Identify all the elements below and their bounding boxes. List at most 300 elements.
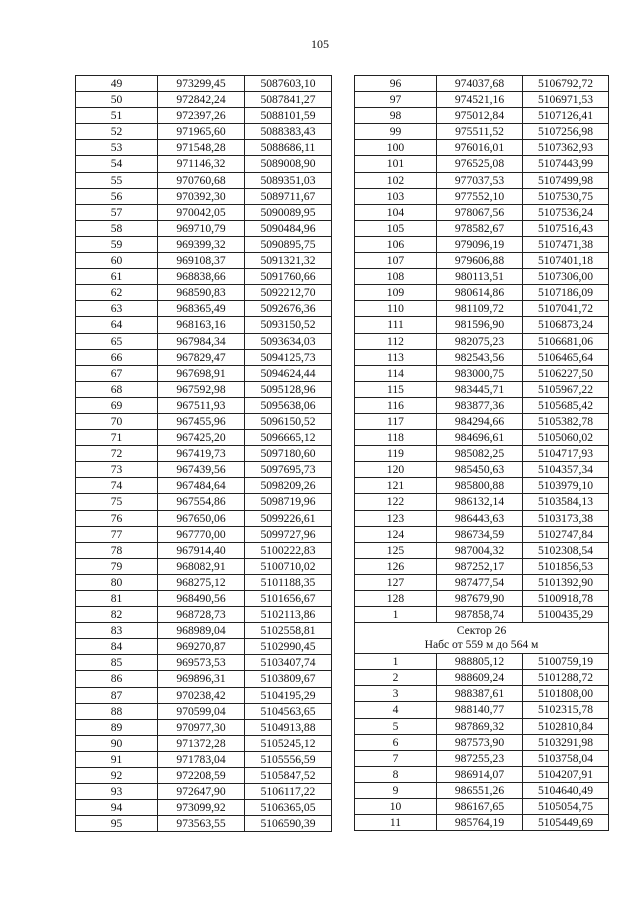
point-number-cell: 121 — [355, 478, 437, 494]
y-coordinate-cell: 5107186,09 — [523, 285, 609, 301]
x-coordinate-cell: 968989,04 — [158, 623, 245, 639]
table-row — [76, 542, 332, 558]
x-coordinate-cell: 969108,37 — [158, 253, 245, 269]
point-number-cell: 102 — [355, 172, 437, 188]
x-coordinate-cell: 967698,91 — [158, 365, 245, 381]
y-coordinate-cell: 5088101,59 — [245, 108, 332, 124]
y-coordinate-cell: 5100710,02 — [245, 558, 332, 574]
table-row — [76, 703, 332, 719]
point-number-cell: 88 — [76, 703, 158, 719]
y-coordinate-cell: 5091321,32 — [245, 253, 332, 269]
table-row — [76, 108, 332, 124]
point-number-cell: 72 — [76, 446, 158, 462]
x-coordinate-cell: 973299,45 — [158, 76, 245, 92]
y-coordinate-cell: 5107041,72 — [523, 301, 609, 317]
point-number-cell: 79 — [76, 558, 158, 574]
y-coordinate-cell: 5101392,90 — [523, 574, 609, 590]
x-coordinate-cell: 970238,42 — [158, 687, 245, 703]
table-row — [76, 510, 332, 526]
table-row — [76, 317, 332, 333]
point-number-cell: 73 — [76, 462, 158, 478]
table-row — [355, 92, 609, 108]
table-row — [76, 591, 332, 607]
table-row — [76, 574, 332, 590]
y-coordinate-cell: 5107499,98 — [523, 172, 609, 188]
x-coordinate-cell: 973099,92 — [158, 800, 245, 816]
table-row — [355, 156, 609, 172]
y-coordinate-cell: 5103291,98 — [523, 734, 609, 750]
point-number-cell: 5 — [355, 718, 437, 734]
x-coordinate-cell: 986167,65 — [437, 799, 523, 815]
y-coordinate-cell: 5107536,24 — [523, 204, 609, 220]
y-coordinate-cell: 5103809,67 — [245, 671, 332, 687]
point-number-cell: 93 — [76, 784, 158, 800]
y-coordinate-cell: 5089711,67 — [245, 188, 332, 204]
x-coordinate-cell: 971372,28 — [158, 735, 245, 751]
table-row — [76, 558, 332, 574]
x-coordinate-cell: 987869,32 — [437, 718, 523, 734]
x-coordinate-cell: 985450,63 — [437, 462, 523, 478]
x-coordinate-cell: 983000,75 — [437, 365, 523, 381]
x-coordinate-cell: 967425,20 — [158, 430, 245, 446]
x-coordinate-cell: 968082,91 — [158, 558, 245, 574]
y-coordinate-cell: 5095128,96 — [245, 381, 332, 397]
x-coordinate-cell: 972208,59 — [158, 768, 245, 784]
point-number-cell: 70 — [76, 413, 158, 429]
table-row — [76, 285, 332, 301]
y-coordinate-cell: 5107126,41 — [523, 108, 609, 124]
sector-header-row — [355, 623, 609, 654]
table-row — [76, 92, 332, 108]
y-coordinate-cell: 5092212,70 — [245, 285, 332, 301]
page-number: 105 — [311, 37, 329, 51]
table-row — [355, 397, 609, 413]
point-number-cell: 57 — [76, 204, 158, 220]
point-number-cell: 114 — [355, 365, 437, 381]
table-row — [76, 333, 332, 349]
x-coordinate-cell: 969710,79 — [158, 220, 245, 236]
table-row — [355, 140, 609, 156]
table-row — [355, 815, 609, 831]
x-coordinate-cell: 988609,24 — [437, 670, 523, 686]
point-number-cell: 100 — [355, 140, 437, 156]
y-coordinate-cell: 5102315,78 — [523, 702, 609, 718]
y-coordinate-cell: 5088686,11 — [245, 140, 332, 156]
point-number-cell: 54 — [76, 156, 158, 172]
x-coordinate-cell: 967511,93 — [158, 397, 245, 413]
point-number-cell: 65 — [76, 333, 158, 349]
x-coordinate-cell: 987255,23 — [437, 750, 523, 766]
point-number-cell: 67 — [76, 365, 158, 381]
x-coordinate-cell: 971146,32 — [158, 156, 245, 172]
x-coordinate-cell: 982543,56 — [437, 349, 523, 365]
x-coordinate-cell: 967455,96 — [158, 413, 245, 429]
x-coordinate-cell: 968163,16 — [158, 317, 245, 333]
table-row — [76, 687, 332, 703]
point-number-cell: 4 — [355, 702, 437, 718]
point-number-cell: 95 — [76, 816, 158, 832]
table-row — [355, 381, 609, 397]
table-row — [76, 800, 332, 816]
table-row — [76, 301, 332, 317]
y-coordinate-cell: 5105847,52 — [245, 768, 332, 784]
y-coordinate-cell: 5103407,74 — [245, 655, 332, 671]
table-row — [355, 799, 609, 815]
x-coordinate-cell: 969896,31 — [158, 671, 245, 687]
table-row — [355, 269, 609, 285]
table-row — [355, 204, 609, 220]
y-coordinate-cell: 5104563,65 — [245, 703, 332, 719]
table-row — [355, 702, 609, 718]
y-coordinate-cell: 5097180,60 — [245, 446, 332, 462]
table-row — [76, 430, 332, 446]
y-coordinate-cell: 5101288,72 — [523, 670, 609, 686]
point-number-cell: 105 — [355, 220, 437, 236]
y-coordinate-cell: 5101856,53 — [523, 558, 609, 574]
point-number-cell: 112 — [355, 333, 437, 349]
table-row — [355, 542, 609, 558]
y-coordinate-cell: 5088383,43 — [245, 124, 332, 140]
x-coordinate-cell: 968490,56 — [158, 591, 245, 607]
y-coordinate-cell: 5096150,52 — [245, 413, 332, 429]
point-number-cell: 104 — [355, 204, 437, 220]
table-row — [355, 188, 609, 204]
x-coordinate-cell: 969573,53 — [158, 655, 245, 671]
point-number-cell: 8 — [355, 766, 437, 782]
x-coordinate-cell: 974037,68 — [437, 76, 523, 92]
x-coordinate-cell: 981596,90 — [437, 317, 523, 333]
y-coordinate-cell: 5106227,50 — [523, 365, 609, 381]
table-row — [76, 768, 332, 784]
y-coordinate-cell: 5089351,03 — [245, 172, 332, 188]
table-row — [76, 784, 332, 800]
x-coordinate-cell: 978582,67 — [437, 220, 523, 236]
y-coordinate-cell: 5105685,42 — [523, 397, 609, 413]
table-row — [355, 413, 609, 429]
x-coordinate-cell: 980113,51 — [437, 269, 523, 285]
table-row — [355, 526, 609, 542]
point-number-cell: 120 — [355, 462, 437, 478]
point-number-cell: 55 — [76, 172, 158, 188]
table-row — [355, 462, 609, 478]
y-coordinate-cell: 5106365,05 — [245, 800, 332, 816]
y-coordinate-cell: 5094624,44 — [245, 365, 332, 381]
y-coordinate-cell: 5106681,06 — [523, 333, 609, 349]
point-number-cell: 119 — [355, 446, 437, 462]
y-coordinate-cell: 5103173,38 — [523, 510, 609, 526]
table-row — [76, 397, 332, 413]
point-number-cell: 99 — [355, 124, 437, 140]
point-number-cell: 126 — [355, 558, 437, 574]
x-coordinate-cell: 979096,19 — [437, 236, 523, 252]
x-coordinate-cell: 967770,00 — [158, 526, 245, 542]
point-number-cell: 56 — [76, 188, 158, 204]
table-row — [76, 413, 332, 429]
table-row — [76, 446, 332, 462]
point-number-cell: 11 — [355, 815, 437, 831]
point-number-cell: 86 — [76, 671, 158, 687]
x-coordinate-cell: 986734,59 — [437, 526, 523, 542]
x-coordinate-cell: 967439,56 — [158, 462, 245, 478]
table-row — [355, 76, 609, 92]
x-coordinate-cell: 968728,73 — [158, 607, 245, 623]
table-row — [76, 735, 332, 751]
table-row — [355, 718, 609, 734]
y-coordinate-cell: 5107471,38 — [523, 236, 609, 252]
point-number-cell: 1 — [355, 607, 437, 623]
y-coordinate-cell: 5096665,12 — [245, 430, 332, 446]
y-coordinate-cell: 5098209,26 — [245, 478, 332, 494]
x-coordinate-cell: 975511,52 — [437, 124, 523, 140]
table-row — [355, 446, 609, 462]
point-number-cell: 74 — [76, 478, 158, 494]
x-coordinate-cell: 972397,26 — [158, 108, 245, 124]
table-row — [76, 124, 332, 140]
y-coordinate-cell: 5107306,00 — [523, 269, 609, 285]
y-coordinate-cell: 5087603,10 — [245, 76, 332, 92]
y-coordinate-cell: 5102308,54 — [523, 542, 609, 558]
table-row — [76, 253, 332, 269]
point-number-cell: 50 — [76, 92, 158, 108]
point-number-cell: 75 — [76, 494, 158, 510]
table-row — [76, 349, 332, 365]
table-row — [76, 156, 332, 172]
y-coordinate-cell: 5090089,95 — [245, 204, 332, 220]
table-row — [76, 172, 332, 188]
table-row — [355, 750, 609, 766]
y-coordinate-cell: 5107256,98 — [523, 124, 609, 140]
x-coordinate-cell: 971548,28 — [158, 140, 245, 156]
point-number-cell: 51 — [76, 108, 158, 124]
x-coordinate-cell: 972647,90 — [158, 784, 245, 800]
table-row — [76, 236, 332, 252]
point-number-cell: 106 — [355, 236, 437, 252]
table-row — [355, 654, 609, 670]
x-coordinate-cell: 968590,83 — [158, 285, 245, 301]
x-coordinate-cell: 987573,90 — [437, 734, 523, 750]
coordinates-table-left — [75, 75, 332, 832]
point-number-cell: 125 — [355, 542, 437, 558]
table-row — [76, 478, 332, 494]
x-coordinate-cell: 988387,61 — [437, 686, 523, 702]
point-number-cell: 10 — [355, 799, 437, 815]
table-row — [76, 639, 332, 655]
point-number-cell: 122 — [355, 494, 437, 510]
table-row — [76, 623, 332, 639]
x-coordinate-cell: 970977,30 — [158, 719, 245, 735]
x-coordinate-cell: 982075,23 — [437, 333, 523, 349]
x-coordinate-cell: 968365,49 — [158, 301, 245, 317]
y-coordinate-cell: 5103979,10 — [523, 478, 609, 494]
point-number-cell: 111 — [355, 317, 437, 333]
table-row — [355, 236, 609, 252]
x-coordinate-cell: 970042,05 — [158, 204, 245, 220]
table-row — [76, 140, 332, 156]
x-coordinate-cell: 970760,68 — [158, 172, 245, 188]
point-number-cell: 1 — [355, 654, 437, 670]
table-row — [355, 172, 609, 188]
table-row — [76, 269, 332, 285]
y-coordinate-cell: 5107516,43 — [523, 220, 609, 236]
y-coordinate-cell: 5101808,00 — [523, 686, 609, 702]
point-number-cell: 52 — [76, 124, 158, 140]
table-row — [76, 719, 332, 735]
point-number-cell: 115 — [355, 381, 437, 397]
y-coordinate-cell: 5105245,12 — [245, 735, 332, 751]
x-coordinate-cell: 973563,55 — [158, 816, 245, 832]
point-number-cell: 6 — [355, 734, 437, 750]
y-coordinate-cell: 5105054,75 — [523, 799, 609, 815]
y-coordinate-cell: 5107530,75 — [523, 188, 609, 204]
x-coordinate-cell: 985800,88 — [437, 478, 523, 494]
table-row — [76, 365, 332, 381]
table-row — [355, 766, 609, 782]
y-coordinate-cell: 5100435,29 — [523, 607, 609, 623]
table-row — [76, 671, 332, 687]
x-coordinate-cell: 983445,71 — [437, 381, 523, 397]
point-number-cell: 97 — [355, 92, 437, 108]
point-number-cell: 127 — [355, 574, 437, 590]
x-coordinate-cell: 975012,84 — [437, 108, 523, 124]
y-coordinate-cell: 5090484,96 — [245, 220, 332, 236]
sector-title: Сектор 26 — [456, 623, 507, 637]
x-coordinate-cell: 981109,72 — [437, 301, 523, 317]
x-coordinate-cell: 983877,36 — [437, 397, 523, 413]
x-coordinate-cell: 979606,88 — [437, 253, 523, 269]
y-coordinate-cell: 5097695,73 — [245, 462, 332, 478]
y-coordinate-cell: 5100222,83 — [245, 542, 332, 558]
x-coordinate-cell: 967829,47 — [158, 349, 245, 365]
y-coordinate-cell: 5094125,73 — [245, 349, 332, 365]
point-number-cell: 69 — [76, 397, 158, 413]
y-coordinate-cell: 5087841,27 — [245, 92, 332, 108]
x-coordinate-cell: 980614,86 — [437, 285, 523, 301]
x-coordinate-cell: 969270,87 — [158, 639, 245, 655]
point-number-cell: 49 — [76, 76, 158, 92]
point-number-cell: 58 — [76, 220, 158, 236]
table-row — [76, 204, 332, 220]
point-number-cell: 9 — [355, 782, 437, 798]
table-row — [355, 430, 609, 446]
y-coordinate-cell: 5103758,04 — [523, 750, 609, 766]
y-coordinate-cell: 5107401,18 — [523, 253, 609, 269]
y-coordinate-cell: 5090895,75 — [245, 236, 332, 252]
table-row — [355, 108, 609, 124]
table-row — [76, 76, 332, 92]
point-number-cell: 89 — [76, 719, 158, 735]
table-row — [355, 670, 609, 686]
x-coordinate-cell: 972842,24 — [158, 92, 245, 108]
y-coordinate-cell: 5092676,36 — [245, 301, 332, 317]
table-row — [355, 333, 609, 349]
x-coordinate-cell: 971965,60 — [158, 124, 245, 140]
point-number-cell: 90 — [76, 735, 158, 751]
table-row — [355, 686, 609, 702]
point-number-cell: 83 — [76, 623, 158, 639]
table-row — [355, 591, 609, 607]
point-number-cell: 124 — [355, 526, 437, 542]
x-coordinate-cell: 971783,04 — [158, 751, 245, 767]
table-row — [355, 478, 609, 494]
x-coordinate-cell: 967419,73 — [158, 446, 245, 462]
y-coordinate-cell: 5105382,78 — [523, 413, 609, 429]
y-coordinate-cell: 5107362,93 — [523, 140, 609, 156]
table-row — [76, 381, 332, 397]
point-number-cell: 66 — [76, 349, 158, 365]
y-coordinate-cell: 5102113,86 — [245, 607, 332, 623]
y-coordinate-cell: 5106590,39 — [245, 816, 332, 832]
point-number-cell: 71 — [76, 430, 158, 446]
point-number-cell: 53 — [76, 140, 158, 156]
table-row — [355, 365, 609, 381]
table-row — [76, 526, 332, 542]
point-number-cell: 117 — [355, 413, 437, 429]
x-coordinate-cell: 967984,34 — [158, 333, 245, 349]
point-number-cell: 98 — [355, 108, 437, 124]
table-row — [355, 253, 609, 269]
y-coordinate-cell: 5093634,03 — [245, 333, 332, 349]
table-row — [355, 285, 609, 301]
point-number-cell: 116 — [355, 397, 437, 413]
table-row — [76, 494, 332, 510]
y-coordinate-cell: 5091760,66 — [245, 269, 332, 285]
x-coordinate-cell: 970599,04 — [158, 703, 245, 719]
point-number-cell: 113 — [355, 349, 437, 365]
y-coordinate-cell: 5104717,93 — [523, 446, 609, 462]
x-coordinate-cell: 967484,64 — [158, 478, 245, 494]
y-coordinate-cell: 5102558,81 — [245, 623, 332, 639]
point-number-cell: 128 — [355, 591, 437, 607]
point-number-cell: 81 — [76, 591, 158, 607]
x-coordinate-cell: 986132,14 — [437, 494, 523, 510]
point-number-cell: 107 — [355, 253, 437, 269]
y-coordinate-cell: 5104207,91 — [523, 766, 609, 782]
y-coordinate-cell: 5100759,19 — [523, 654, 609, 670]
point-number-cell: 60 — [76, 253, 158, 269]
x-coordinate-cell: 974521,16 — [437, 92, 523, 108]
y-coordinate-cell: 5102990,45 — [245, 639, 332, 655]
table-row — [76, 816, 332, 832]
y-coordinate-cell: 5105449,69 — [523, 815, 609, 831]
y-coordinate-cell: 5099226,61 — [245, 510, 332, 526]
point-number-cell: 96 — [355, 76, 437, 92]
point-number-cell: 76 — [76, 510, 158, 526]
point-number-cell: 109 — [355, 285, 437, 301]
y-coordinate-cell: 5104357,34 — [523, 462, 609, 478]
y-coordinate-cell: 5101656,67 — [245, 591, 332, 607]
table-row — [76, 462, 332, 478]
x-coordinate-cell: 988140,77 — [437, 702, 523, 718]
y-coordinate-cell: 5098719,96 — [245, 494, 332, 510]
y-coordinate-cell: 5105060,02 — [523, 430, 609, 446]
table-row — [355, 782, 609, 798]
y-coordinate-cell: 5102810,84 — [523, 718, 609, 734]
point-number-cell: 63 — [76, 301, 158, 317]
table-row — [355, 574, 609, 590]
y-coordinate-cell: 5101188,35 — [245, 574, 332, 590]
y-coordinate-cell: 5106117,22 — [245, 784, 332, 800]
y-coordinate-cell: 5105967,22 — [523, 381, 609, 397]
y-coordinate-cell: 5107443,99 — [523, 156, 609, 172]
x-coordinate-cell: 967554,86 — [158, 494, 245, 510]
x-coordinate-cell: 987004,32 — [437, 542, 523, 558]
y-coordinate-cell: 5099727,96 — [245, 526, 332, 542]
x-coordinate-cell: 976016,01 — [437, 140, 523, 156]
table-row — [355, 301, 609, 317]
x-coordinate-cell: 978067,56 — [437, 204, 523, 220]
y-coordinate-cell: 5100918,78 — [523, 591, 609, 607]
x-coordinate-cell: 986914,07 — [437, 766, 523, 782]
